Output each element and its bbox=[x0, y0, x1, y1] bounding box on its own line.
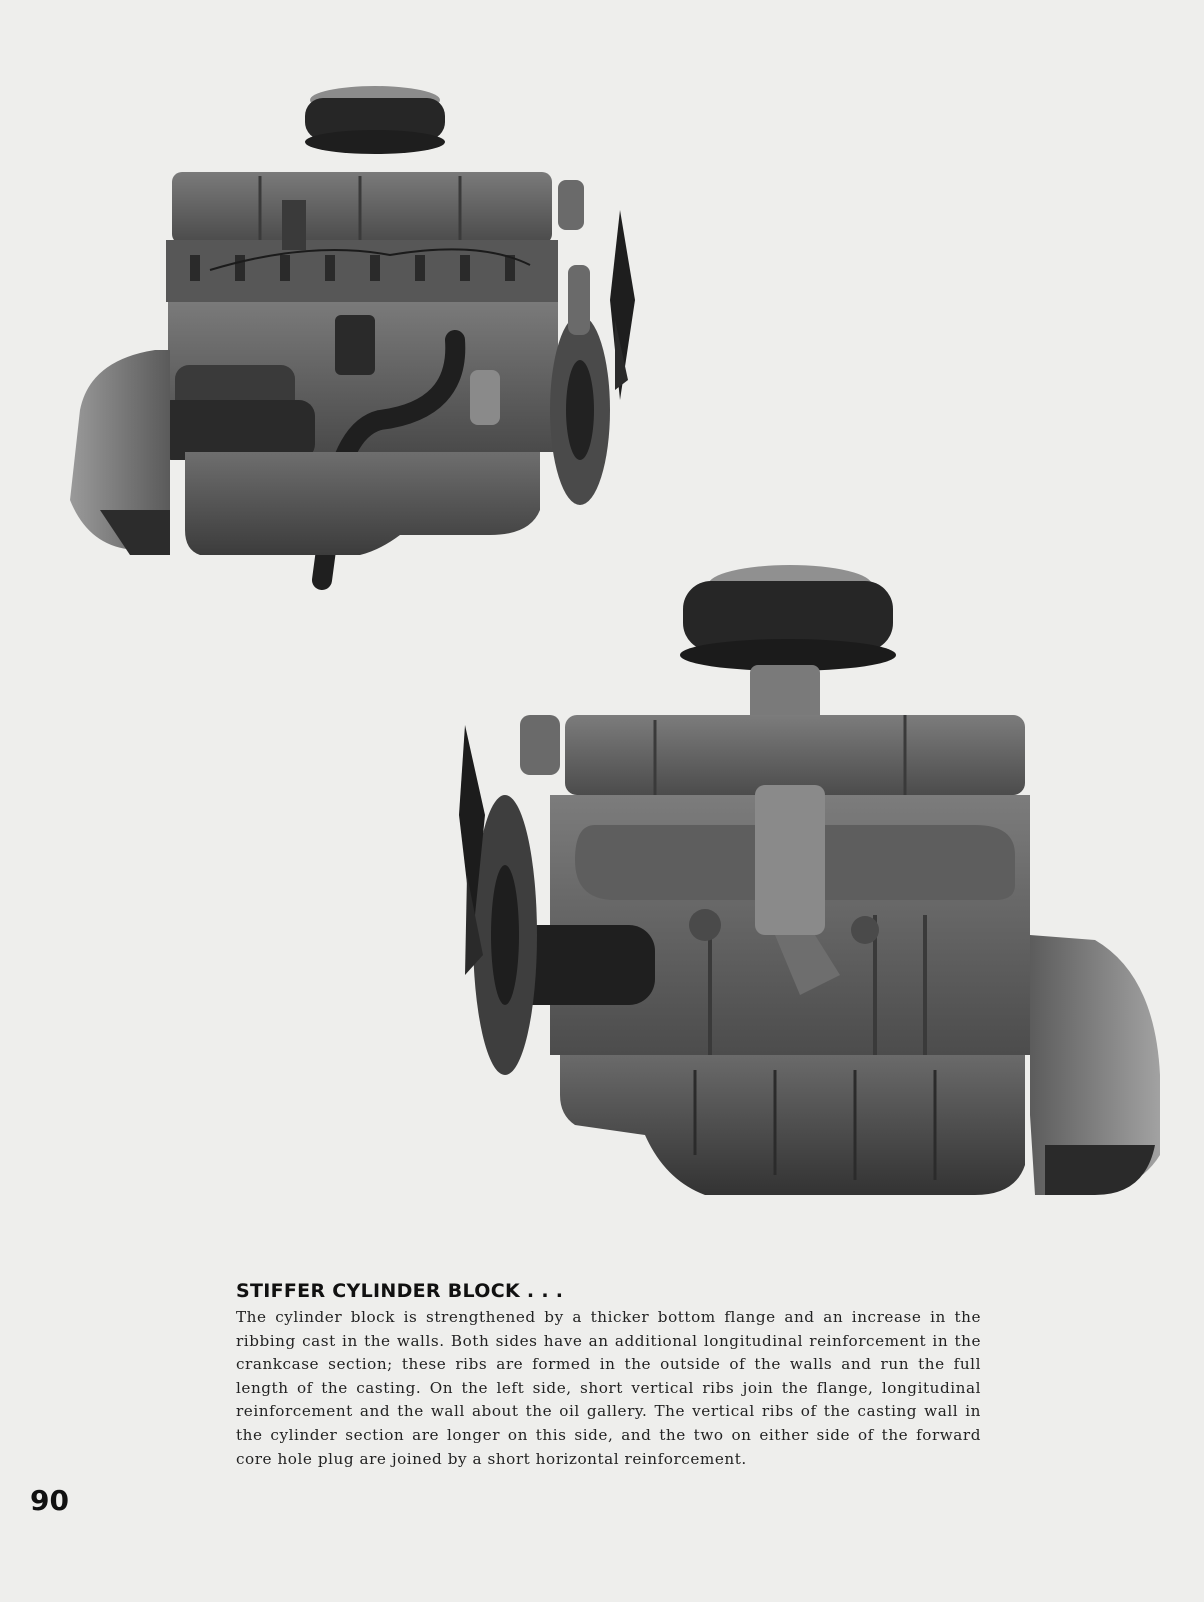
body-paragraph: The cylinder block is strengthened by a thicker bottom flange and an increase in the ribbing cast in the walls. Both sides have an additional longitudinal reinforcement in the crankcase section; these ribs are formed in the outside of the walls and run the full length of the casting. On the left side, short vertical ribs join the flange, longitudinal reinforcement and the wall about the oil gallery. The vertical ribs of the casting wall in the cylinder section are longer on this side, and the two on either side of the forward core hole plug are joined by a short horizontal reinforcement. bbox=[236, 1308, 981, 1468]
section-heading: STIFFER CYLINDER BLOCK . . . bbox=[236, 1280, 564, 1302]
engine-photo-left-side bbox=[455, 555, 1185, 1225]
engine-photo-right-side bbox=[60, 80, 660, 600]
page-number: 90 bbox=[30, 1484, 69, 1517]
caption-block bbox=[236, 1280, 981, 1471]
